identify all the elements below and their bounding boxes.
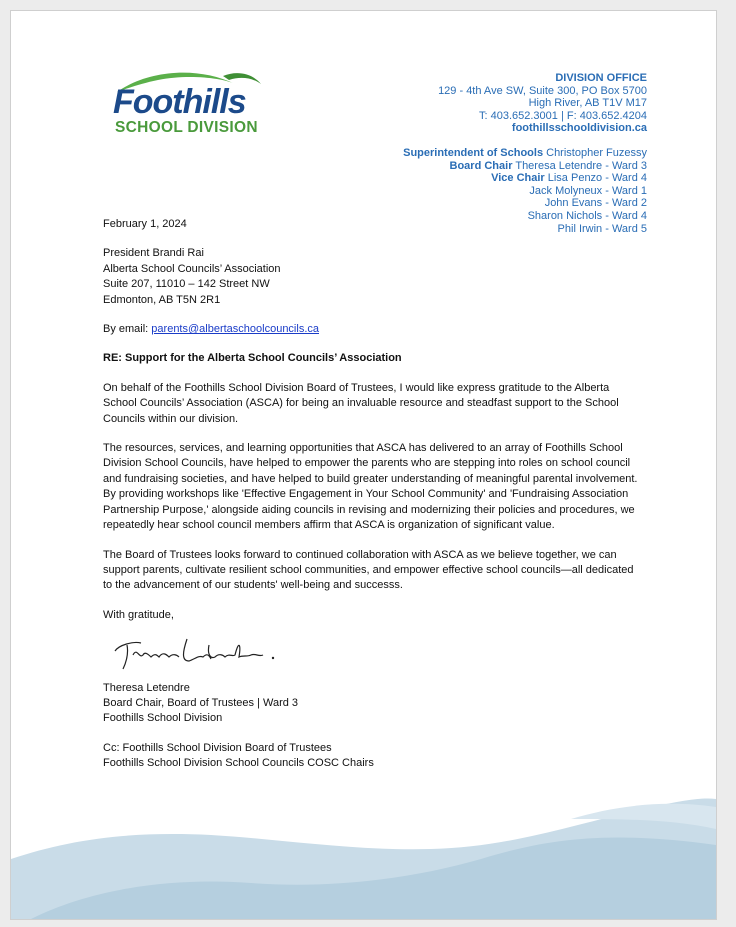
recipient-line: Suite 207, 11010 – 142 Street NW [103, 278, 270, 291]
board-chair-name: Theresa Letendre - Ward 3 [515, 159, 647, 172]
superintendent-name: Christopher Fuzessy [546, 146, 647, 159]
foothills-logo [103, 66, 283, 146]
office-phone-fax: T: 403.652.3001 | F: 403.652.4204 [479, 109, 647, 122]
paragraph-1: On behalf of the Foothills School Division Board of Trustees, I would like express gratitude to the Alberta School Councils’ Association (ASCA) for being an invaluable resource and steadfast support to the School Councils within our division. [103, 381, 619, 425]
email-link[interactable]: parents@albertaschoolcouncils.ca [151, 323, 319, 336]
board-chair-line [403, 160, 647, 173]
paragraph-2: The resources, services, and learning opportunities that ASCA has delivered to an array of Foothills School Division School Councils, have helped to empower the parents who are stepping into roles on school council and fundraising societies, and have helped to build greater understanding of meaningful parental involvement. By providing workshops like 'Effective Engagement in Your School Community' and 'Fundraising Association Partnership Purpose,' alongside aiding councils in revising and modernizing their policies and procedures, we repeatedly hear school council members affirm that ASCA is organization of significant value. [103, 442, 638, 532]
letterhead-contact [403, 72, 647, 235]
letter-date: February 1, 2024 [103, 218, 187, 230]
trustee-line: Sharon Nichols - Ward 4 [527, 209, 647, 222]
signer-name: Theresa Letendre [103, 681, 190, 694]
vice-chair-role: Vice Chair [491, 172, 545, 185]
recipient-line: Edmonton, AB T5N 2R1 [103, 293, 221, 306]
trustee-line: Phil Irwin - Ward 5 [557, 222, 647, 235]
logo-name: Foothills [113, 83, 246, 121]
vice-chair-line [403, 172, 647, 185]
office-address-line1: 129 - 4th Ave SW, Suite 300, PO Box 5700 [438, 84, 647, 97]
email-line [103, 322, 643, 337]
recipient-line: President Brandi Rai [103, 247, 204, 260]
vice-chair-name: Lisa Penzo - Ward 4 [547, 172, 647, 185]
logo-subtitle: SCHOOL DIVISION [115, 119, 258, 136]
office-address-line2: High River, AB T1V M17 [528, 97, 647, 110]
superintendent-role: Superintendent of Schools [403, 146, 544, 159]
board-chair-role: Board Chair [449, 159, 513, 172]
cc-line: Cc: Foothills School Division Board of Trustees [103, 741, 332, 754]
letter-page [10, 10, 717, 920]
paragraph-3: The Board of Trustees looks forward to continued collaboration with ASCA as we believe together, we can support parents, cultivate resilient school communities, and empower effective school councils—all dedicated to the advancement of our students' well-being and successs. [103, 548, 634, 592]
handwritten-signature [111, 625, 301, 675]
trustee-line: John Evans - Ward 2 [544, 197, 647, 210]
recipient-line: Alberta School Councils’ Association [103, 262, 281, 275]
superintendent-line [403, 147, 647, 160]
closing: With gratitude, [103, 608, 174, 621]
office-heading: DIVISION OFFICE [555, 72, 647, 84]
letter-body [103, 217, 643, 772]
office-website: foothillsschooldivision.ca [511, 122, 647, 135]
signer-organization: Foothills School Division [103, 712, 223, 725]
signer-title: Board Chair, Board of Trustees | Ward 3 [103, 696, 299, 709]
trustee-line: Jack Molyneux - Ward 1 [529, 184, 647, 197]
subject-line: RE: Support for the Alberta School Councils’ Association [103, 352, 402, 365]
decorative-wave-graphic [11, 789, 716, 919]
cc-line: Foothills School Division School Councils COSC Chairs [103, 757, 374, 770]
email-prefix: By email: [103, 323, 152, 336]
